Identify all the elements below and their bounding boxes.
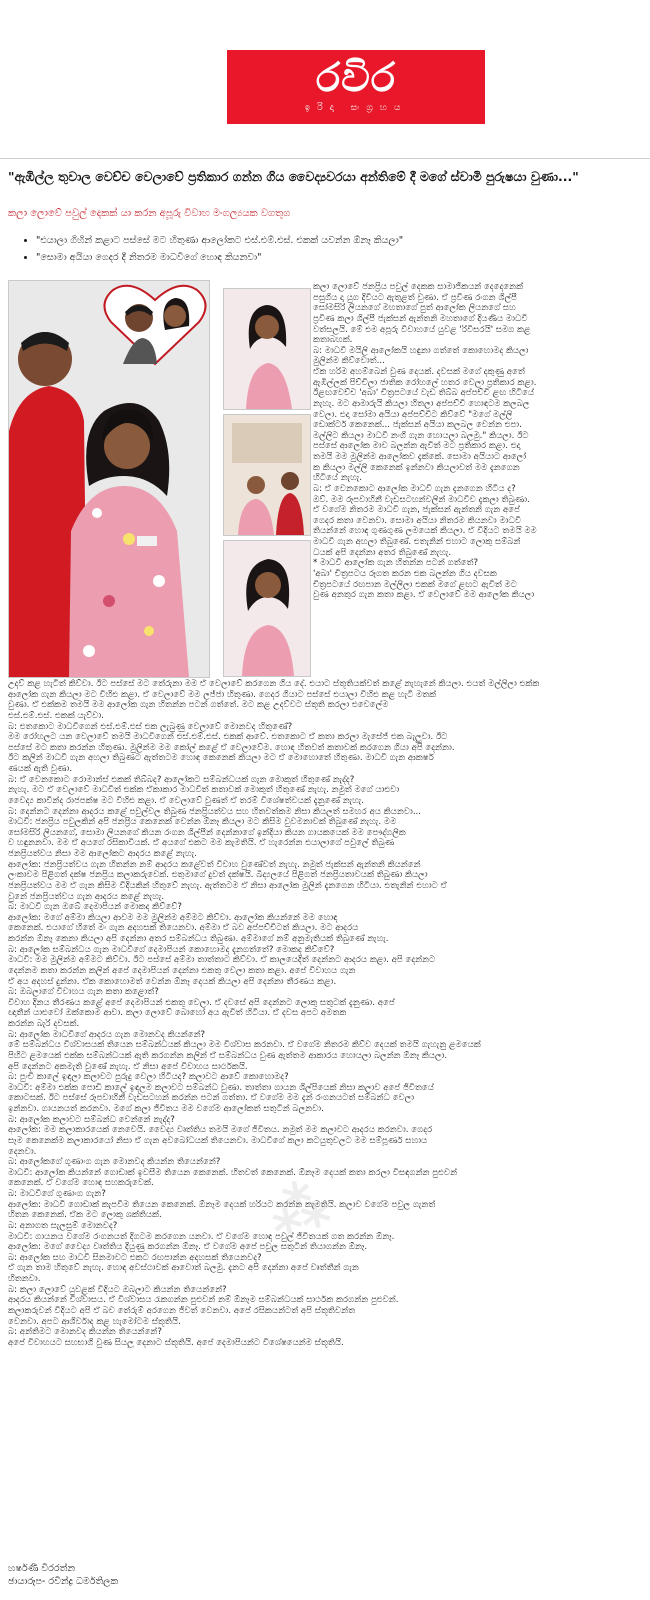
article-right-column [313,282,638,601]
article-line: හිතන කෙනෙක්. ඒක මට ලොකු ශක්තියක්. [8,1210,162,1221]
article-line: කෙනෙක්. එයාගේ හිතේ මං ගැන අදහසක් තියෙනවා. අම්මා ඒ බව අප්පච්චිටත් කියලා. මට ආදරය [8,923,359,934]
article-line: හිතනවා. [8,1274,41,1284]
article-kicker: කලා ලොවේ පවුල් දෙකක් යා කරන අපූරු විවාහ මංගල්‍යයක වගතුග [8,208,291,219]
photo-credit: ඡායාරූප- රවීන්ද්‍ර ධර්මතිලක [8,1576,119,1587]
highlight-item: • "සොමා අයියා ගෙදර දී නිතරම මාධවීගේ හොඳ කියනවා" [36,249,616,266]
article-line: ඊට කලින් මාධවී ගැන අහලා තිබුණට ඇත්තටම හොඳ කෙනෙක් කියලා මට ඒ මොහොතේ හිතුණා. මාධවී ගැන ආකර්ෂ [8,753,434,764]
article-line: උදව් කළ හැටිත් කිව්වා. ඊට පස්සේ මට තේරුනා මම ඒ වෙලාවේ කරගෙන ගිය දේ. එයාට ස්තූතියක්වත් කළේ නැහැනේ කියලා. එයත් මල්ලිලා එක්ක [8,679,540,689]
article-line: ඒ ගැන තාම හිතුවේ නැහැ. හොඳ අවස්ථාවක් ආවොත් බලමු. දැනට අපි දෙන්නා අපේ වෘත්තීන් ගැන [8,1263,359,1274]
article-line: සෑම කෙනෙක්ම කලාකාරයෝ නිසා ඒ ගැන අවබෝධයක් තියෙනවා. මාධවීගේ කලා කටයුතුවලට මම සම්පූර්ණ සහාය [8,1135,428,1146]
article-line: බ: ආලෝක මාධවීගේ ආදරය ගැන මොනවද කියන්නේ? [8,1029,206,1040]
article-line: 'අබා' චිත්‍රපටය රූගත කරන එක බලන්න ගිය දවසක [313,568,497,579]
article-line: ක කියලා මල්ලි කෙනෙක් ඉන්නවා කියලාවත් මම දැනගෙන [313,462,520,473]
article-line: ජනප්‍රියත්වය නිසා මම ආලෝකට ආදරය කළේ නැහැ. [8,849,197,859]
article-line: පස්සේ මට කතා කරන්න හිතුණා. මුලින්ම මම කෝල් කළේ ඒ වෙලාවේම. හොඳ හිතවත් කතාවක් කරගෙන ගියා අපි දෙන්නා. [8,742,455,753]
article-line: ඒ වගේම නිතරම මාධවී ගැන, ජැක්සන් ඇන්තනි ගැන අපේ [313,505,520,516]
article-headline: "ඇඹිල්ල තුවාල වෙච්ච වෙලාවේ ප්‍රතිකාර ගන්න ගිය වෛද්‍යවරයා අන්තිමේ දී මගේ ස්වාමි පුරුෂයා වුණා..." [8,169,579,184]
article-line: බ: ආලෝක කලාවට සම්බන්ධ වෙන්නේ නැද්ද? [8,1114,175,1125]
photo-collage [8,280,310,676]
article-full-width [8,679,638,1348]
article-line: මාධවී ගැන අහලා තිබුණේ. එතැනින් එහාට ලොකු සම්බන් [313,537,521,547]
article-line: ජනප්‍රියත්වය මම ඒ ගැන කිසිම විදියකින් හිතුවේ නැහැ. ඇත්තටම ඒ නිසා ආලෝක මුලින් දැනගෙන හිටියා. එතැනින් එහාට ඒ [8,880,447,891]
article-line: මම රෝහලට යන වෙලාවේ තමයි මාධවීගෙන් එස්.එම්.එස්. එකක් ආවේ. එතකොට ඒ කතා කරලා මැසේජ් එක බැලුවා. ඊට [8,732,448,743]
article-line: මාධවී: ආලෝක කියන්නේ ගොඩාක් ඉවසීම තියෙන කෙනෙක්. හිතවත් කෙනෙක්. ඕනෑම දෙයක් කතා කරලා විසඳගන්න පුළුවන් [8,1167,458,1178]
article-line: ඒක හරිම අහම්බෙන් වුණ දෙයක්. දවසක් මගේ දකුණු අතේ [313,367,525,377]
article-line: මාධවී: ජනප්‍රිය පවුලකින් අපි ජනප්‍රිය කෙනෙක් වෙන්න ඕනෑ කියලා මට කිසිම වුවමනාවක් තිබුණේ නැහැ. මම [8,817,397,828]
article-line: බ: අන්තිමට මොනවද කියන්න තියෙන්නේ? [8,1327,162,1338]
article-line: මාධවී: මම මුලින්ම අම්මට කිව්වා. ඊට පස්සේ අම්මා තාත්තාට කිව්වා. ඒ කාලයෙදිත් දෙන්නට ආදරය කළා. අපි දෙන්නට [8,955,436,966]
article-line: ආලෝක: ජනප්‍රියත්වය ගැන හිතන්න නම් ආදරය කළේවත් විවාහ වුණේවත් නැහැ. නමුත් ජැක්සන් ඇන්තනි කියන්නේ [8,859,421,870]
byline [8,1562,118,1588]
article-line: ව හඳුනනවා. මම ඒ අයගේ රසිකාවියක්. ඒ අයගේ එකට මම කැමතියි. ඒ හැරෙන්න එයාලාගේ පවුලේ තිබුණ [8,838,395,849]
article-line: බ: ඔබලාගේ විවාහය ගැන කතා කළොත්? [8,987,159,998]
article-line: මේ සම්බන්ධය විශ්වාසයක් තියෙන සම්බන්ධයක් කියලා මම විශ්වාස කරනවා. ඒ වගේම නිතරම කිව්ව දෙයක් තමයි ගැහැනු ළමයෙක් [8,1040,481,1051]
article-line: හිටියේ නැහැ. [313,473,362,484]
article-line: නැහැ. මට ආමාරුයි කියලා හිතලා අප්පච්චි හොඳටම කලබල [313,398,530,409]
article-line: ඔව්. මම රූපවාහිනී වැඩසටහන්වලින් මාධවීව දැකලා තිබුණා. [313,494,530,505]
article-line: බ: දෙන්නට දෙන්නා ආදරය කළේ පවුල්වල තිබුණ ජනප්‍රියත්වය සහ හිතවත්කම නිසා කියලත් සමහර අය කියනවා... [8,806,422,817]
heart-inset-photo [103,282,207,366]
article-line: පිහිට ළමයෙක් එක්ක සම්බන්ධයක් ඇති කරගන්න කලින් ඒ සම්බන්ධය වුණ ඇත්තම ආකාරය හොයලා බලන්න ඕනෑ කියලා. [8,1050,448,1061]
article-line: ඉන්නවා. ගායනයත් කරනවා. මගේ කලා ජීවිතය මම වගේම ආලෝකත් සතුටින් බලනවා. [8,1104,324,1114]
article-line: කලාකරුවන් විදියට අපි ඒ බව තේරුම් අරගෙන ජීවත් වෙනවා. අපේ රසිකයන්ටත් අපි ස්තූතිවන්ත [8,1305,356,1316]
article-line: කොටසක්. ඊට පස්සේ රූපවාහිනී වැඩසටහන් කරන්න පටන් ගත්තා. ඒ වගේම මම දැන් රංගනයටත් සම්බන්ධ වෙලා [8,1093,415,1104]
article-line: කරන්න බැරි දවසක්. [8,1019,80,1029]
bride-portrait-2 [223,414,311,536]
article-line: ආලෝක: මාධවී ගොඩාක් කැපවීම තියෙන කෙනෙක්. ඕනෑම දෙයක් හරියට කරන්න කැමතියි. කලාව වගේම පවුල ගැනත් [8,1199,436,1210]
article-line: තමයි මම මුලින්ම ආලෝකව දැක්කේ. සොමා අයියාට ආලෝ [313,452,527,462]
article-line: පසුගිය දා යුග දිවියට ඇතුළත් වුණා. ඒ ප්‍රවීණ රංගන ශිල්පී [313,292,517,303]
watermark: ⁂ [263,1169,336,1249]
article-line: ආලෝක: මගේ අම්මා කියලා ආවම මම මුලින්ම අම්මට කිව්වා. ආලෝක කියන්නේ මම හොඳ [8,912,338,923]
article-line: වෙලා. එදා සෝමා අයියා අප්පච්චිට කිව්වේ "මගේ මල්ලි [313,409,513,420]
article-line: ණයක් ඇති වුණා. [8,764,73,774]
header-divider [0,158,650,159]
highlight-item: • "එයාලා ගිහින් කළාට පස්සේ මට හිතුණා ආලෝකට එස්.එම්.එස්. එකක් යවන්න ඕනෑ කියලා" [36,232,616,249]
article-line: බ: ආලෝක සම්බන්ධය ගැන මාධවීගේ දෙමාපියන් කොහොමද දැනගත්තේ? මොකද කිව්වේ? [8,944,335,955]
article-line: කතාබහක්. [313,335,353,346]
author-name: හර්ෂණී වීරරත්න [8,1563,76,1574]
article-line: බ: ආලෝකගේ ගුණාංග ගැන මොනවද කියන්න තියෙන්නේ? [8,1157,221,1168]
article-line: චිත්‍රපටයේ රඟපාන මල්ලිලා එකක් මගේ ළඟට ඇවිත් මට [313,579,517,590]
article-line: ඊළඟවෙච්ච 'අබා' චිත්‍රපටයේ වැඩ තිබ්බ අප්පච්චි ළඟ හිටියේ [313,388,535,399]
article-line: මල්ලිට කියලා මාධවී නංගි ගැන හොයලා බලමු." කියලා. ඊට [313,430,529,441]
article-line: කලා ලොවේ ජනප්‍රිය පවුල් දෙකක සාමාජිකයන් දෙදෙනෙක් [313,282,524,292]
article-line: බ: ඒ වෙනකොට රොමාන්ස් එකක් තිබ්බද? ආලෝකට සම්බන්ධයක් ගැන මොකුත් හිතුණේ නැද්ද? [8,774,355,785]
article-line: වුණා. ඒ එක්කම තමයි මම ආලෝක ගැන හිතන්න පටන් ගත්තේ. මට කළ උදව්වට ස්තූති කරලා එවෙලේම [8,700,389,711]
article-line: මුලින්ම කිව්වොත්... [313,356,385,367]
article-line: ඥාතීන් යාළුවෝ ඔක්කොම ආවා. කලා ලොවේ බොහෝ අය ඇවිත් හිටියා. ඒ දවස අපට අමතක [8,1008,347,1019]
article-line: ආලෝක: මගේ වෛද්‍ය වෘත්තිය දියුණු කරගන්න ඕනෑ. ඒ වගේම අපේ පවුල සතුටින් තියාගන්න ඕනෑ. [8,1242,368,1253]
article-line: වත්සලයි. මේ එම අපූරු විවාහයේ යුවළ 'රිවිසරයි' සමග කළ [313,324,531,335]
article-line: කරන්න ඕනෑ කෙනා කියලා අපි දෙන්නා අතර සම්බන්ධය තිබුණා. අම්මාගේ නම් අනුමැතියක් තිබුණේ නැහැ. [8,934,389,944]
article-line: වුනේ ජනප්‍රියත්වය ගැන ආදරය කළේ නැහැ. [8,891,165,902]
article-line: වුණ අනතුර ගැන කතා කළා. ඒ වෙලාවේ මම ආලෝක කියලා [313,590,535,601]
article-line: මාධවී: ගායනය වගේම රංගනයත් දිගටම කරගෙන යනවා. ඒ වගේම හොඳ පවුල් ජීවිතයක් ගත කරන්න ඕනෑ. [8,1231,395,1242]
logo-wordmark: රවිර [315,55,397,101]
article-line: එස්.එම්.එස්. එකක් යැව්වා. [8,710,104,721]
bride-portrait-3 [223,540,311,677]
article-line: විවාහ දිනය තීරණය කළේ අපේ දෙමාපියන් එකතු වෙලා. ඒ දවසේ අපි දෙන්නට ලොකු සතුටක් දැනුණා. අපේ [8,997,395,1008]
article-line: වෛද්‍ය කාවින්ද රාජපක්ෂ මට විහිළු කළා. ඒ වෙලාවේ වුණත් ඒ තරම් විශේෂත්වයක් දැනුණේ නැහැ. [8,795,364,806]
article-line: වෙනවා. අපට ආශිර්වාද කළ හැමෝටම ස්තූතියි. [8,1316,181,1327]
article-line: කෙනෙක්. ඒ වගේම හොඳ සහකරුවෙක්. [8,1178,154,1189]
article-line: බ: මාධවී ගැන ඔබේ දෙමාපියන් මොකද කිව්වේ? [8,902,182,913]
ravira-logo[interactable] [227,50,485,124]
article-line: ඩොක්ටර් කෙනෙක්... ජැක්සන් අයියා කලබල වෙන්න එපා. [313,420,522,431]
article-line: ආදරය කියන්නේ විශ්වාසය. ඒ විශ්වාසය රැකගන්න පුළුවන් නම් ඕනෑම සම්බන්ධයක් සාර්ථක කරගන්න පුළුවන්. [8,1295,399,1306]
article-line: සෝමසිරි ලියනගේ මහතාගේ පුත් ආලෝක ලියනගේ සහ [313,303,516,314]
article-line: සෝමසිරි ලියනගේ, සොමා ලියනගේ කියන රංගන ශිල්පීන් දෙන්නාගේ ඉන්දියා කියන ගායකයෙක් මම පෞද්ගලික [8,827,406,838]
article-line: මාධවී: අම්මා එක්ක පොඩි කාලේ ඉඳලම කලාවට සම්බන්ධ වුණා. තාත්තා ගායන ශිල්පියෙක් නිසා කලාව අපේ ජීවිතයේ [8,1082,434,1093]
bride-portrait-1 [223,288,311,410]
highlight-list [22,232,616,266]
article-line: බ: අනාගත සැලසුම් මොනවද? [8,1220,118,1231]
article-line: බ: මාධවී මයිලි ආලෝකයි හඳුනා ගත්තේ කොහොමද කියලා [313,345,529,356]
article-line: නැහැ. මට ඒ වෙලාවේ මාධවීත් එක්ක ඒකාකාර මාධවීත් කතාවක් මොකුත් හිතුණේ නැහැ. නමුත් මගේ යාළුවා [8,785,400,796]
article-line: බ: කලා ලොවේ යුවළක් විදියට ඔබලාට කියන්න තියෙන්නේ? [8,1284,227,1295]
article-line: අපි දෙන්නට අකමැති වුණේ නැහැ. ඒ නිසා අපේ විවාහය සාර්ථකයි. [8,1061,248,1072]
article-line: ලංකාවම පිළිගත් දක්ෂ ජනප්‍රිය කලාකරුවෙක්. එතුමාගේ දුවත් දක්ෂයි. බිද්‍යලයේ පිළිගත් ජනප්‍රියතාවයක් තිබුණා කියලා [8,870,428,881]
article-line: * මාධවී ආලෝක ගැන හිතන්න පටන් ගත්තේ? [313,558,479,569]
logo-tagline: ඉරිදා සංග්‍රහය [304,103,408,113]
article-line: බ: ඒ වෙනකොට ආලෝක මාධවී ගැන දැනගෙන හිටිය ද? [313,483,516,494]
article-line: බ: ආලෝක සහ මාධවී සිනමාවට එකට රඟපාන්න අදහසක් තියෙනවද? [8,1252,262,1263]
article-line: දෙන්නම කතා කරන්න කලින් අපේ දෙමාපියන් දෙන්නා එකතු වෙලා කතා කළා. අපේ විවාහය ගැන [8,965,356,976]
article-line: ගෙදර කතා වෙනවා. සොමා අයියා නිතරම කියනවා මාධවී [313,515,522,526]
article-line: ධයක් අපි දෙන්නා අතර තිබුණේ නැහැ. [313,547,452,558]
article-line: ප්‍රවීණ කලා ශිල්පී ජැක්සන් ඇන්තනි මහතාගේ දියණිය මාධවී [313,313,528,324]
article-line: අපේ විවාහයට සහභාගි වුණ සියලු දෙනාට ස්තූතියි. අපේ දෙමාපියන්ට විශේෂයෙන්ම ස්තූතියි. [8,1337,344,1348]
article-line: බ: මාධවීගේ ගුණාංග ගැන? [8,1189,106,1199]
article-line: ඇඹිල්ලක් පිච්චිලා ජාතික රෝහලේ හතර වෙලා ප්‍රතිකාර කළා. [313,377,537,388]
article-line: ආලෝක ගැන කියලා මට විහිළු කළා. ඒ වෙලාවේ මම ලජ්ජා හිතුණා. ගෙදර ගියාට පස්සේ එයාලා විහිළු කළ හැටි මතක් [8,689,437,700]
article-line: බ: එතකොට මාධවීගෙන් එස්.එම්.එස් එක ලැබුණු වෙලාවේ මොනවද හිතුණේ? [8,721,293,732]
masthead [0,0,650,150]
article-line: තියන්නේ හොඳ ගුණගුණ ලමයෙක් කියලා. ඒ විදියට තමයි මම [313,526,537,537]
article-line: පස්සේ ආලෝක මාව බලන්න ඇවිත් මට ප්‍රතිකාර කළා. එදා [313,441,521,452]
article-line: බ: පුංචි කාලේ ඉඳලා කලාවට පුරුදු වෙලා හිටියද? කලාවට ආවේ කොහොමද? [8,1072,289,1083]
article-line: ආලෝක: මම කලාකාරයෙක් නෙවෙයි. වෛද්‍ය වෘත්තිය තමයි මගේ ජීවිතය. නමුත් මම කලාවට ආදරය කරනවා. ගෙදර [8,1125,433,1136]
article-line: දෙනවා. [8,1146,37,1157]
article-line: ඒ අය අදහස් දුන්නා. ඒක කොහොමත් වෙන්න ඕනෑ දෙයක් කියලා අපි දෙන්නා තීරණය කළා. [8,976,337,987]
